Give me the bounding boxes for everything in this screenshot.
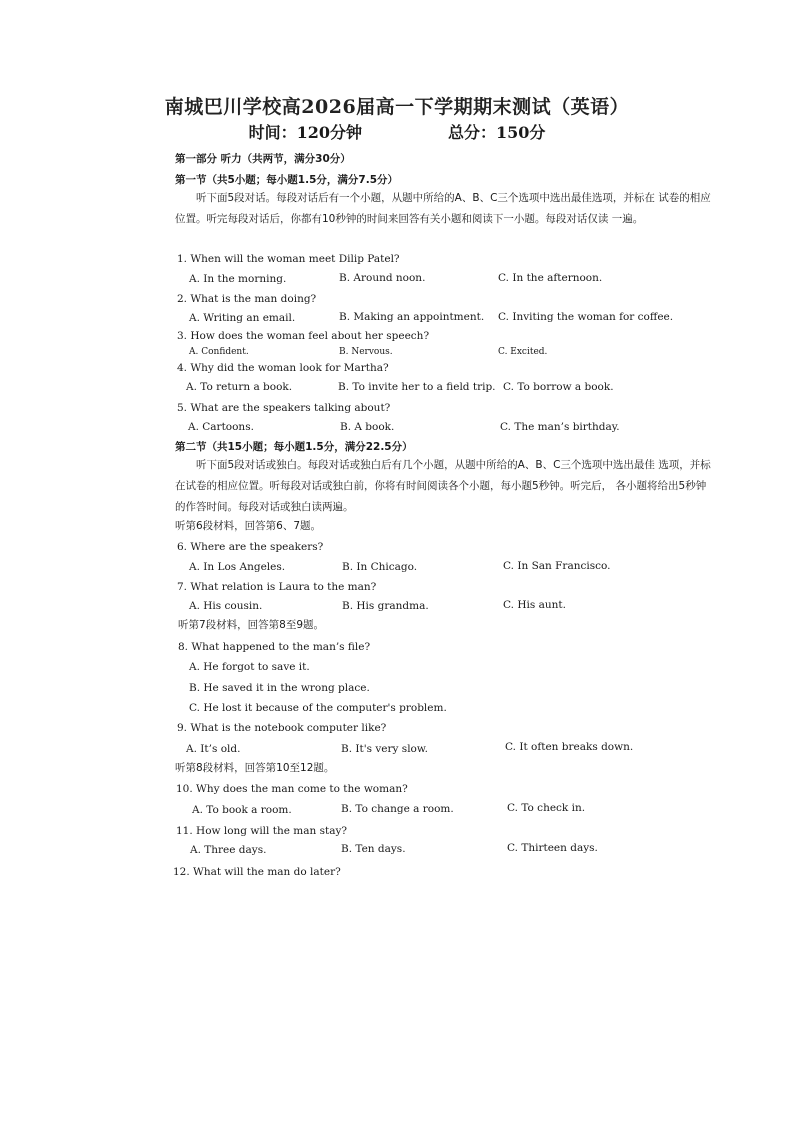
question-7-option-c: C. His aunt. <box>503 599 566 611</box>
question-8-option-c: C. He lost it because of the computer's problem. <box>189 702 447 714</box>
question-10-option-b: B. To change a room. <box>341 803 454 815</box>
section1-instructions-line1: 听下面5段对话。每段对话后有一个小题，从题中所给的A、B、C三个选项中选出最佳选项，并标在 <box>196 192 655 204</box>
question-5: 5. What are the speakers talking about? <box>177 402 391 414</box>
question-1-option-c: C. In the afternoon. <box>498 272 603 284</box>
material-6-instruction: 听第6段材料，回答第6、7题。 <box>175 520 322 532</box>
question-9: 9. What is the notebook computer like? <box>177 722 387 734</box>
material-8-instruction: 听第8段材料，回答第10至12题。 <box>175 762 335 774</box>
question-3-option-b: B. Nervous. <box>339 347 393 357</box>
question-7-option-a: A. His cousin. <box>189 600 263 612</box>
exam-total-score: 总分：150分 <box>448 123 546 142</box>
question-1-option-b: B. Around noon. <box>339 272 426 284</box>
question-8: 8. What happened to the man’s file? <box>178 641 371 653</box>
question-8-option-a: A. He forgot to save it. <box>189 661 310 673</box>
question-6-option-a: A. In Los Angeles. <box>189 561 286 573</box>
question-2-option-c: C. Inviting the woman for coffee. <box>498 311 674 323</box>
question-5-option-a: A. Cartoons. <box>188 421 254 433</box>
section2-instructions <box>175 455 715 518</box>
question-9-option-a: A. It’s old. <box>186 743 241 755</box>
section1-instructions <box>175 188 715 230</box>
question-3-option-c: C. Excited. <box>498 347 548 357</box>
question-11-option-c: C. Thirteen days. <box>507 842 598 854</box>
question-4-option-a: A. To return a book. <box>186 381 293 393</box>
question-10: 10. Why does the man come to the woman? <box>176 783 408 795</box>
question-5-option-b: B. A book. <box>340 421 395 433</box>
question-4-option-c: C. To borrow a book. <box>503 381 614 393</box>
question-11-option-b: B. Ten days. <box>341 843 406 855</box>
question-9-option-c: C. It often breaks down. <box>505 741 634 753</box>
question-6: 6. Where are the speakers? <box>177 541 324 553</box>
section2-heading: 第二节（共15小题；每小题1.5分，满分22.5分） <box>175 441 413 453</box>
section1-instructions-line3: 一遍。 <box>611 213 644 225</box>
section1-instructions-line2: 试卷的相应位置。听完每段对话后，你都有10秒钟的时间来回答有关小题和阅读下一小题。每段对话仅读 <box>175 192 711 225</box>
question-3: 3. How does the woman feel about her speech? <box>177 330 430 342</box>
question-5-option-c: C. The man’s birthday. <box>500 421 620 433</box>
question-2-option-a: A. Writing an email. <box>189 312 296 324</box>
question-11-option-a: A. Three days. <box>190 844 267 856</box>
part1-heading: 第一部分 听力（共两节，满分30分） <box>175 153 351 165</box>
question-10-option-c: C. To check in. <box>507 802 586 814</box>
question-10-option-a: A. To book a room. <box>192 804 292 816</box>
question-1: 1. When will the woman meet Dilip Patel? <box>177 253 400 265</box>
section1-heading: 第一节（共5小题；每小题1.5分，满分7.5分） <box>175 174 399 186</box>
exam-time: 时间：120分钟 <box>248 123 362 142</box>
question-6-option-b: B. In Chicago. <box>342 561 418 573</box>
question-3-option-a: A. Confident. <box>189 347 249 357</box>
question-2: 2. What is the man doing? <box>177 293 317 305</box>
question-7-option-b: B. His grandma. <box>342 600 429 612</box>
question-8-option-b: B. He saved it in the wrong place. <box>189 682 370 694</box>
question-9-option-b: B. It's very slow. <box>341 743 428 755</box>
section2-instructions-line2: 选项，并标在试卷的相应位置。听每段对话或独白前，你将有时间阅读各个小题，每小题5秒钟。听完后， <box>175 459 711 492</box>
question-1-option-a: A. In the morning. <box>189 273 287 285</box>
question-7: 7. What relation is Laura to the man? <box>177 581 377 593</box>
exam-title: 南城巴川学校高2026届高一下学期期末测试（英语） <box>164 96 630 118</box>
question-4: 4. Why did the woman look for Martha? <box>177 362 389 374</box>
question-6-option-c: C. In San Francisco. <box>503 560 611 572</box>
section2-instructions-line3: 各小题将给出5秒钟的作答时间。每段对话或独白读两遍。 <box>175 480 707 513</box>
question-2-option-b: B. Making an appointment. <box>339 311 485 323</box>
exam-info <box>0 120 794 143</box>
question-4-option-b: B. To invite her to a field trip. <box>338 381 496 393</box>
question-12: 12. What will the man do later? <box>173 866 341 878</box>
material-7-instruction: 听第7段材料，回答第8至9题。 <box>178 619 325 631</box>
question-11: 11. How long will the man stay? <box>176 825 348 837</box>
section2-instructions-line1: 听下面5段对话或独白。每段对话或独白后有几个小题，从题中所给的A、B、C三个选项中选出最佳 <box>196 459 655 471</box>
